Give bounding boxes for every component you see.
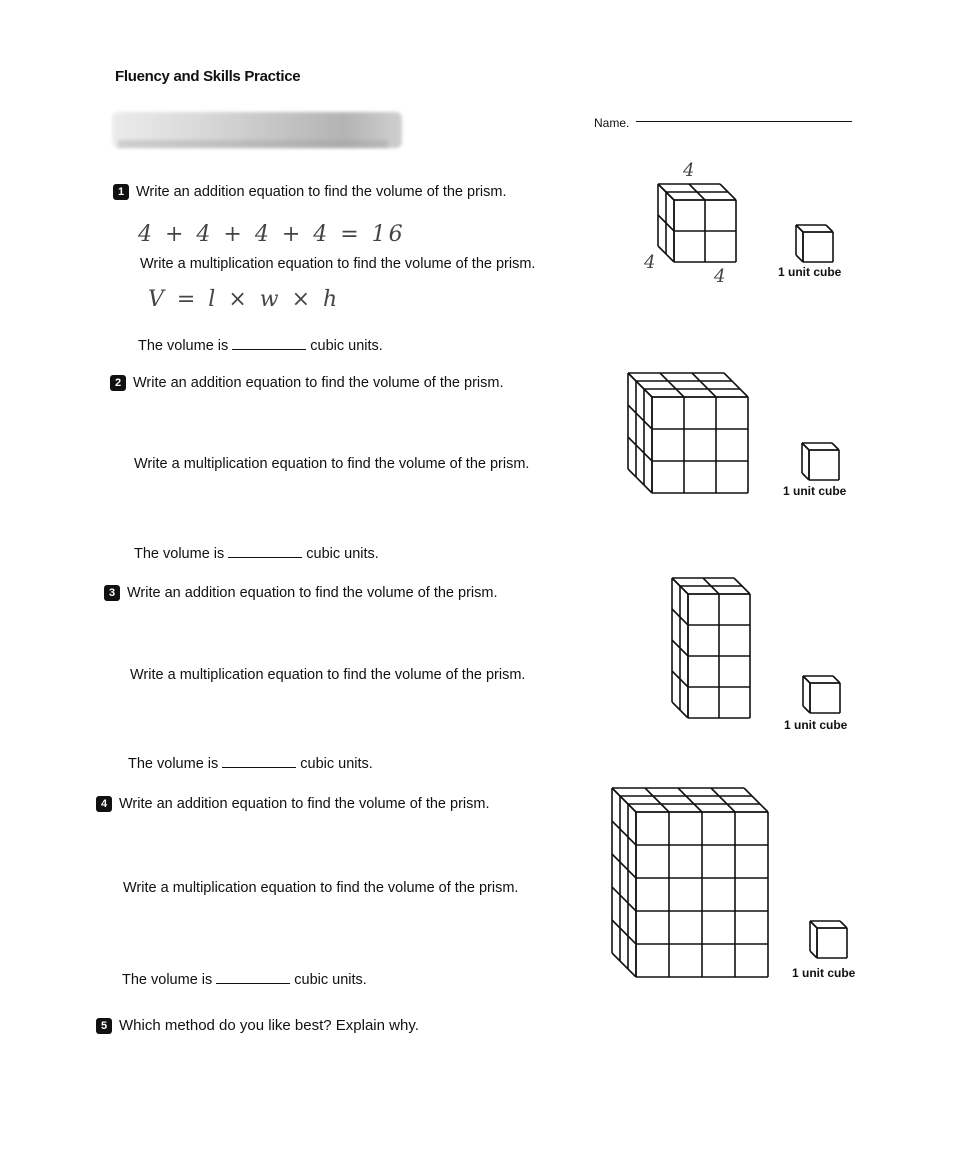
unit-cube-3 [801, 674, 842, 715]
prism-edge [810, 921, 817, 928]
problem-number: 1 [113, 184, 129, 200]
unit-cube-label-1: 1 unit cube [778, 265, 842, 279]
prism-edge [612, 854, 636, 878]
problem-number: 4 [96, 796, 112, 812]
problem-1-multiplication-prompt: Write a multiplication equation to find the volume of the prism. [140, 256, 536, 272]
problem-number: 2 [110, 375, 126, 391]
prism-edge [833, 676, 840, 683]
prism-edge [744, 788, 768, 812]
prism-edge [628, 373, 652, 397]
unit-cube-1 [794, 223, 835, 264]
prism-3 [670, 576, 752, 720]
handwritten-dim-bottom: 4 [714, 266, 729, 287]
volume-answer-blank[interactable] [228, 557, 302, 558]
volume-answer-blank[interactable] [232, 349, 306, 350]
name-field[interactable] [636, 121, 852, 122]
problem-2-multiplication-prompt: Write a multiplication equation to find the volume of the prism. [134, 456, 530, 472]
problem-2-volume-line: The volume is cubic units. [134, 546, 379, 562]
unit-cube-2 [800, 441, 841, 482]
volume-answer-blank[interactable] [222, 767, 296, 768]
problem-number: 3 [104, 585, 120, 601]
prism-edge [628, 469, 652, 493]
prism-edge [826, 225, 833, 232]
prism-edge [628, 405, 652, 429]
prism-2 [626, 371, 750, 495]
prism-edge [612, 920, 636, 944]
handwritten-multiplication-answer: V = l × w × h [148, 287, 341, 312]
problem-5-question: 5 Which method do you like best? Explain why. [96, 1017, 419, 1034]
prism-edge [796, 225, 803, 232]
prism-edge [612, 953, 636, 977]
prism-edge [802, 443, 809, 450]
prism-edge [612, 788, 636, 812]
worksheet-title: Fluency and Skills Practice [115, 68, 301, 85]
unit-cube-label-2: 1 unit cube [783, 484, 847, 498]
problem-4-volume-line: The volume is cubic units. [122, 972, 367, 988]
prism-edge [810, 951, 817, 958]
prism-edge [711, 788, 735, 812]
problem-1-volume-line: The volume is cubic units. [138, 338, 383, 354]
prism-edge [724, 373, 748, 397]
problem-2-addition-prompt: 2 Write an addition equation to find the volume of the prism. [110, 375, 504, 391]
prism-edge [628, 437, 652, 461]
prism-4 [610, 786, 770, 979]
problem-1-addition-prompt: 1 Write an addition equation to find the volume of the prism. [113, 184, 507, 200]
prism-edge [796, 255, 803, 262]
prism-edge [612, 887, 636, 911]
problem-3-multiplication-prompt: Write a multiplication equation to find the volume of the prism. [130, 667, 526, 683]
prism-edge [803, 676, 810, 683]
handwritten-dim-top: 4 [683, 160, 698, 181]
prism-1 [656, 182, 738, 264]
prism-edge [692, 373, 716, 397]
prism-edge [832, 443, 839, 450]
unit-cube-4 [808, 919, 849, 960]
prism-edge [678, 788, 702, 812]
problem-3-addition-prompt: 3 Write an addition equation to find the volume of the prism. [104, 585, 498, 601]
problem-3-volume-line: The volume is cubic units. [128, 756, 373, 772]
scan-smudge-line [118, 140, 388, 148]
prism-edge [645, 788, 669, 812]
prism-edge [612, 821, 636, 845]
name-label: Name. [594, 116, 630, 130]
prism-edge [660, 373, 684, 397]
unit-cube-label-4: 1 unit cube [792, 966, 856, 980]
prism-edge [803, 706, 810, 713]
volume-answer-blank[interactable] [216, 983, 290, 984]
handwritten-dim-left: 4 [644, 252, 659, 273]
problem-4-multiplication-prompt: Write a multiplication equation to find the volume of the prism. [123, 880, 519, 896]
problem-number: 5 [96, 1018, 112, 1034]
problem-4-addition-prompt: 4 Write an addition equation to find the volume of the prism. [96, 796, 490, 812]
prism-edge [840, 921, 847, 928]
unit-cube-label-3: 1 unit cube [784, 718, 848, 732]
prism-edge [802, 473, 809, 480]
handwritten-addition-answer: 4 + 4 + 4 + 4 = 16 [138, 222, 406, 247]
